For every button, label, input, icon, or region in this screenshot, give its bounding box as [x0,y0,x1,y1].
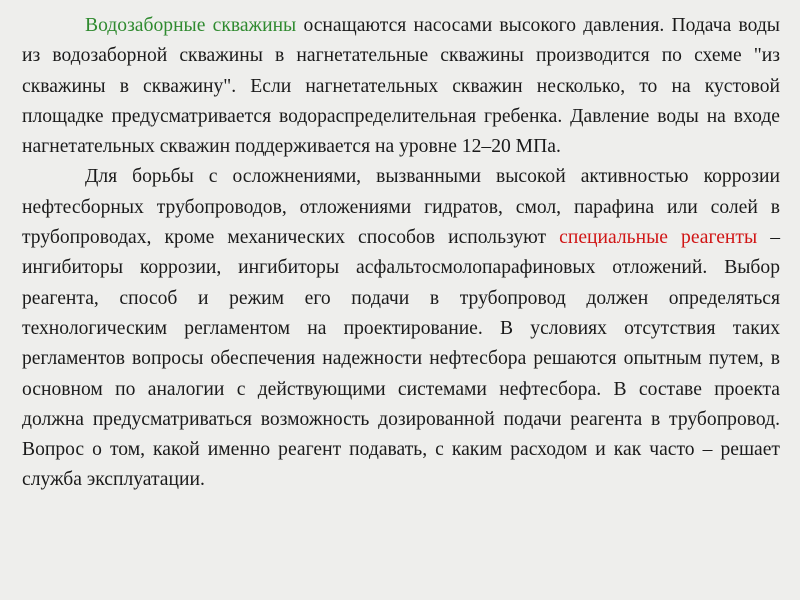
text-block [22,11,780,496]
highlight-term-green: Водозаборные скважины [85,15,297,36]
paragraph-1 [22,11,780,162]
paragraph-text: – ингибиторы коррозии, ингибиторы асфальтосмолопарафиновых отложений. Выбор реагента, способ и режим его подачи в трубопровод должен определяться технологическим регламентом на проектирование. В условиях отсутствия таких регламентов вопросы обеспечения надежности нефтесбора решаются опытным путем, в основном по аналогии с действующими системами нефтесбора. В составе проекта должна предусматриваться возможность дозированной подачи реагента в трубопровод. Вопрос о том, какой именно реагент подавать, с каким расходом и как часто – решает служба эксплуатации. [22,227,781,491]
paragraph-2 [22,162,780,495]
paragraph-text: Для борьбы с осложнениями, вызванными высокой активностью коррозии нефтесборных трубопроводов, отложениями гидратов, смол, парафина или солей в трубопроводах, кроме механических способов используют [22,166,780,249]
paragraph-text: оснащаются насосами высокого давления. Подача воды из водозаборной скважины в нагнетательные скважины производится по схеме "из скважины в скважину". Если нагнетательных скважин несколько, то на кустовой площадке предусматривается водораспределительная гребенка. Давление воды на входе нагнетательных скважин поддерживается на уровне 12–20 МПа. [22,15,780,158]
highlight-term-red: специальные реагенты [559,227,758,249]
